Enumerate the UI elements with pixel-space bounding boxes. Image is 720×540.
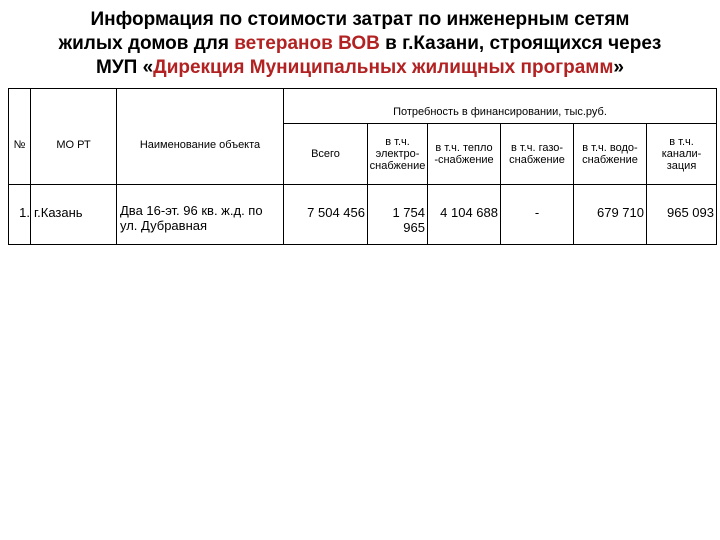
cell-electro: 1 754 965 xyxy=(368,185,428,245)
document-title xyxy=(0,8,720,80)
funding-table xyxy=(8,88,717,245)
title-line-1: Информация по стоимости затрат по инженерным сетям xyxy=(90,9,630,30)
cell-num: 1. xyxy=(9,185,31,245)
title-line-2: жилых домов для ветеранов ВОВ в г.Казани, строящихся через xyxy=(58,33,662,54)
header-gas: в т.ч. газо- снабжение xyxy=(501,124,574,185)
cell-mo: г.Казань xyxy=(31,185,117,245)
header-num: № xyxy=(9,89,31,185)
header-electro: в т.ч. электро- снабжение xyxy=(368,124,428,185)
header-heat: в т.ч. тепло -снабжение xyxy=(428,124,501,185)
cell-object: Два 16-эт. 96 кв. ж.д. по ул. Дубравная xyxy=(117,185,284,245)
title-highlight-veterans: ветеранов ВОВ xyxy=(234,33,380,54)
header-object: Наименование объекта xyxy=(117,89,284,185)
header-water: в т.ч. водо- снабжение xyxy=(574,124,647,185)
cell-sewer: 965 093 xyxy=(647,185,717,245)
header-mo: МО РТ xyxy=(31,89,117,185)
cell-total: 7 504 456 xyxy=(284,185,368,245)
cell-water: 679 710 xyxy=(574,185,647,245)
cell-gas: - xyxy=(501,185,574,245)
title-line-3: МУП «Дирекция Муниципальных жилищных программ» xyxy=(96,57,624,78)
header-funding-group: Потребность в финансировании, тыс.руб. xyxy=(284,89,717,124)
cell-heat: 4 104 688 xyxy=(428,185,501,245)
header-total: Всего xyxy=(284,124,368,185)
title-highlight-directorate: Дирекция Муниципальных жилищных программ xyxy=(153,57,614,78)
header-sewer: в т.ч. канали- зация xyxy=(647,124,717,185)
table-row xyxy=(9,185,717,245)
